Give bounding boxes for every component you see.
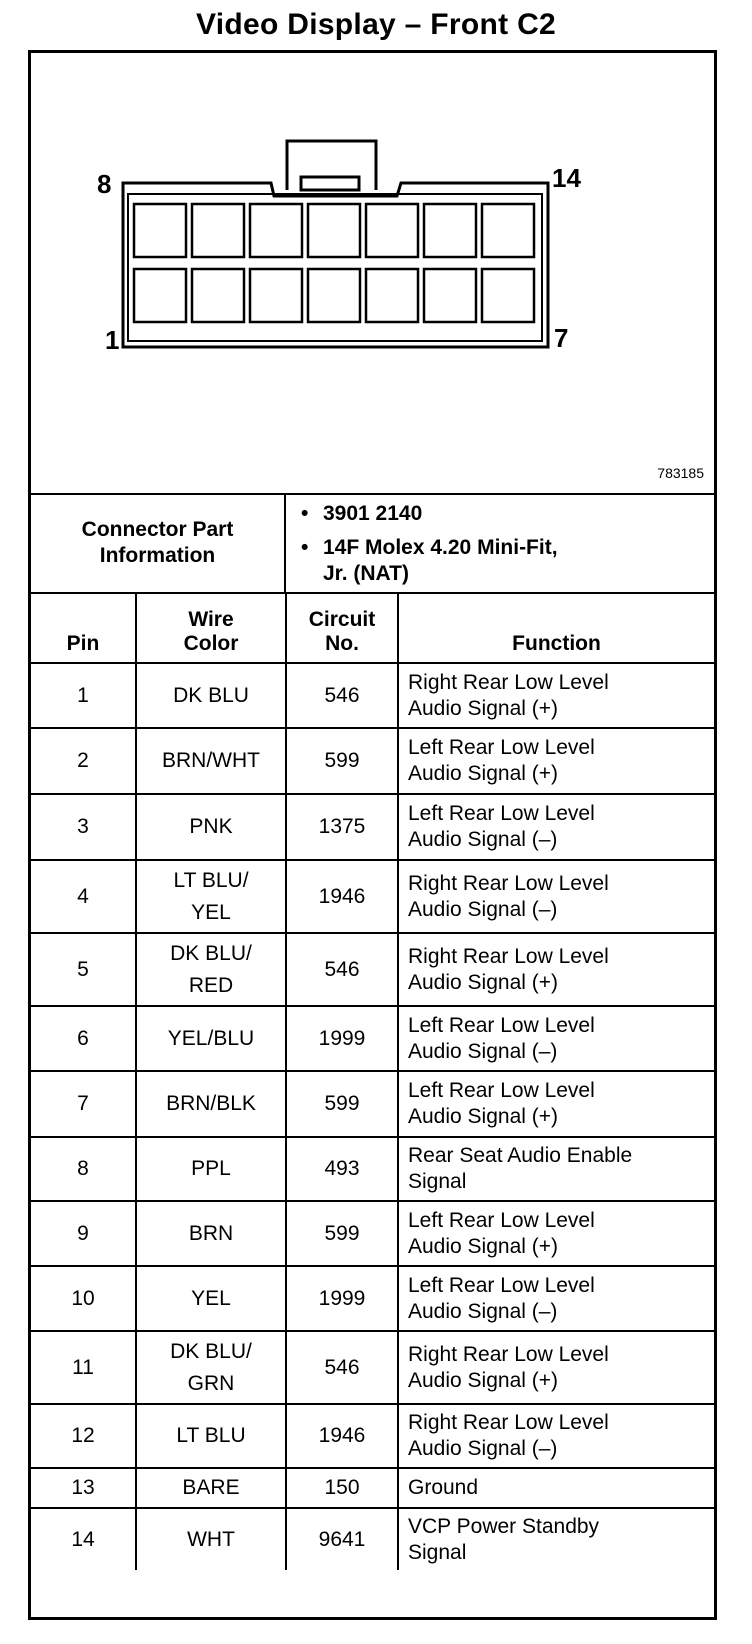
cell-wire-color: BRN/WHT: [136, 728, 286, 794]
cell-function: Right Rear Low Level Audio Signal (+): [398, 1331, 714, 1404]
pin-cavity: [482, 269, 534, 322]
connector-part-info: [31, 493, 714, 594]
pin-cavity: [424, 269, 476, 322]
bullet-icon: •: [301, 536, 309, 559]
table-row: [31, 1137, 714, 1201]
cell-wire-color: DK BLU/ GRN: [136, 1331, 286, 1404]
cell-wire-color: PNK: [136, 794, 286, 860]
cell-wire-color: YEL: [136, 1266, 286, 1331]
cell-circuit: 150: [286, 1468, 398, 1508]
part-info-label: [31, 493, 286, 592]
cell-pin: 14: [31, 1508, 136, 1570]
connector-description-line1: 14F Molex 4.20 Mini-Fit,: [323, 536, 558, 559]
table-row: [31, 1508, 714, 1570]
cell-pin: 8: [31, 1137, 136, 1201]
cell-pin: 12: [31, 1404, 136, 1468]
pin-label-14: 14: [552, 163, 581, 193]
header-pin: Pin: [31, 592, 136, 663]
cell-wire-color: WHT: [136, 1508, 286, 1570]
pin-cavity: [250, 269, 302, 322]
pin-cavity: [134, 269, 186, 322]
cell-circuit: 546: [286, 933, 398, 1006]
cell-wire-color: DK BLU: [136, 663, 286, 728]
page-title: Video Display – Front C2: [195, 8, 557, 41]
part-info-item: [301, 501, 558, 527]
table-row: [31, 794, 714, 860]
cell-function: Left Rear Low Level Audio Signal (–): [398, 794, 714, 860]
bullet-icon: •: [301, 502, 309, 525]
table-row: [31, 1201, 714, 1266]
pin-cavity: [424, 204, 476, 257]
header-wire-color: Wire Color: [136, 592, 286, 663]
pin-cavity: [192, 204, 244, 257]
part-info-item: [301, 535, 558, 587]
cell-wire-color: BRN: [136, 1201, 286, 1266]
figure-number: 783185: [657, 465, 704, 481]
table-row: [31, 1331, 714, 1404]
cell-function: Left Rear Low Level Audio Signal (+): [398, 728, 714, 794]
cell-circuit: 599: [286, 728, 398, 794]
part-info-label-line2: Information: [99, 543, 216, 567]
table-row: [31, 1006, 714, 1071]
cell-circuit: 1946: [286, 860, 398, 933]
cell-pin: 5: [31, 933, 136, 1006]
cell-pin: 1: [31, 663, 136, 728]
table-row: [31, 860, 714, 933]
cell-circuit: 546: [286, 663, 398, 728]
cell-function: Right Rear Low Level Audio Signal (+): [398, 933, 714, 1006]
cell-function: Right Rear Low Level Audio Signal (+): [398, 663, 714, 728]
part-info-list: [301, 501, 558, 595]
table-row: [31, 933, 714, 1006]
pin-cavity: [250, 204, 302, 257]
cell-pin: 9: [31, 1201, 136, 1266]
table-row: [31, 1071, 714, 1137]
cell-function: Right Rear Low Level Audio Signal (–): [398, 1404, 714, 1468]
cell-pin: 11: [31, 1331, 136, 1404]
cell-function: Rear Seat Audio Enable Signal: [398, 1137, 714, 1201]
cell-circuit: 9641: [286, 1508, 398, 1570]
pin-label-8: 8: [97, 169, 112, 199]
table-row: [31, 728, 714, 794]
cell-pin: 2: [31, 728, 136, 794]
cell-circuit: 1999: [286, 1266, 398, 1331]
table-row: [31, 1266, 714, 1331]
cell-circuit: 493: [286, 1137, 398, 1201]
cell-wire-color: PPL: [136, 1137, 286, 1201]
table-row: [31, 1468, 714, 1508]
cell-function: Left Rear Low Level Audio Signal (–): [398, 1006, 714, 1071]
pin-cavity: [366, 269, 418, 322]
pin-label-1: 1: [105, 325, 120, 355]
cell-circuit: 546: [286, 1331, 398, 1404]
cell-pin: 4: [31, 860, 136, 933]
cell-function: Left Rear Low Level Audio Signal (+): [398, 1201, 714, 1266]
table-row: [31, 663, 714, 728]
connector-face-drawing: [31, 53, 714, 493]
table-header-row: [31, 592, 714, 663]
pin-cavity: [192, 269, 244, 322]
pin-cavity: [308, 269, 360, 322]
pin-label-7: 7: [554, 323, 569, 353]
cell-pin: 6: [31, 1006, 136, 1071]
cell-wire-color: DK BLU/ RED: [136, 933, 286, 1006]
cell-function: Right Rear Low Level Audio Signal (–): [398, 860, 714, 933]
cell-circuit: 599: [286, 1071, 398, 1137]
cell-circuit: 1375: [286, 794, 398, 860]
connector-cavity-frame: [128, 194, 542, 341]
connector-diagram: [31, 53, 714, 495]
cell-function: Left Rear Low Level Audio Signal (–): [398, 1266, 714, 1331]
cell-circuit: 1999: [286, 1006, 398, 1071]
cell-circuit: 1946: [286, 1404, 398, 1468]
table-row: [31, 1404, 714, 1468]
pin-cavity: [366, 204, 418, 257]
cell-pin: 7: [31, 1071, 136, 1137]
part-number: 3901 2140: [323, 502, 423, 525]
latch-window: [301, 177, 359, 190]
cell-pin: 13: [31, 1468, 136, 1508]
cell-function: Ground: [398, 1468, 714, 1508]
pin-cavity: [308, 204, 360, 257]
cell-pin: 3: [31, 794, 136, 860]
pinout-table: [31, 592, 714, 1570]
header-function: Function: [398, 592, 714, 663]
cell-wire-color: YEL/BLU: [136, 1006, 286, 1071]
pin-cavity: [134, 204, 186, 257]
cell-pin: 10: [31, 1266, 136, 1331]
cell-wire-color: BARE: [136, 1468, 286, 1508]
part-info-label-line1: Connector Part: [81, 517, 234, 541]
connector-description-line2: Jr. (NAT): [323, 562, 409, 585]
cell-wire-color: LT BLU/ YEL: [136, 860, 286, 933]
cell-function: VCP Power Standby Signal: [398, 1508, 714, 1570]
pin-cavity: [482, 204, 534, 257]
cell-circuit: 599: [286, 1201, 398, 1266]
cell-wire-color: BRN/BLK: [136, 1071, 286, 1137]
cell-function: Left Rear Low Level Audio Signal (+): [398, 1071, 714, 1137]
connector-sheet: [28, 50, 717, 1620]
header-circuit-no: Circuit No.: [286, 592, 398, 663]
cell-wire-color: LT BLU: [136, 1404, 286, 1468]
